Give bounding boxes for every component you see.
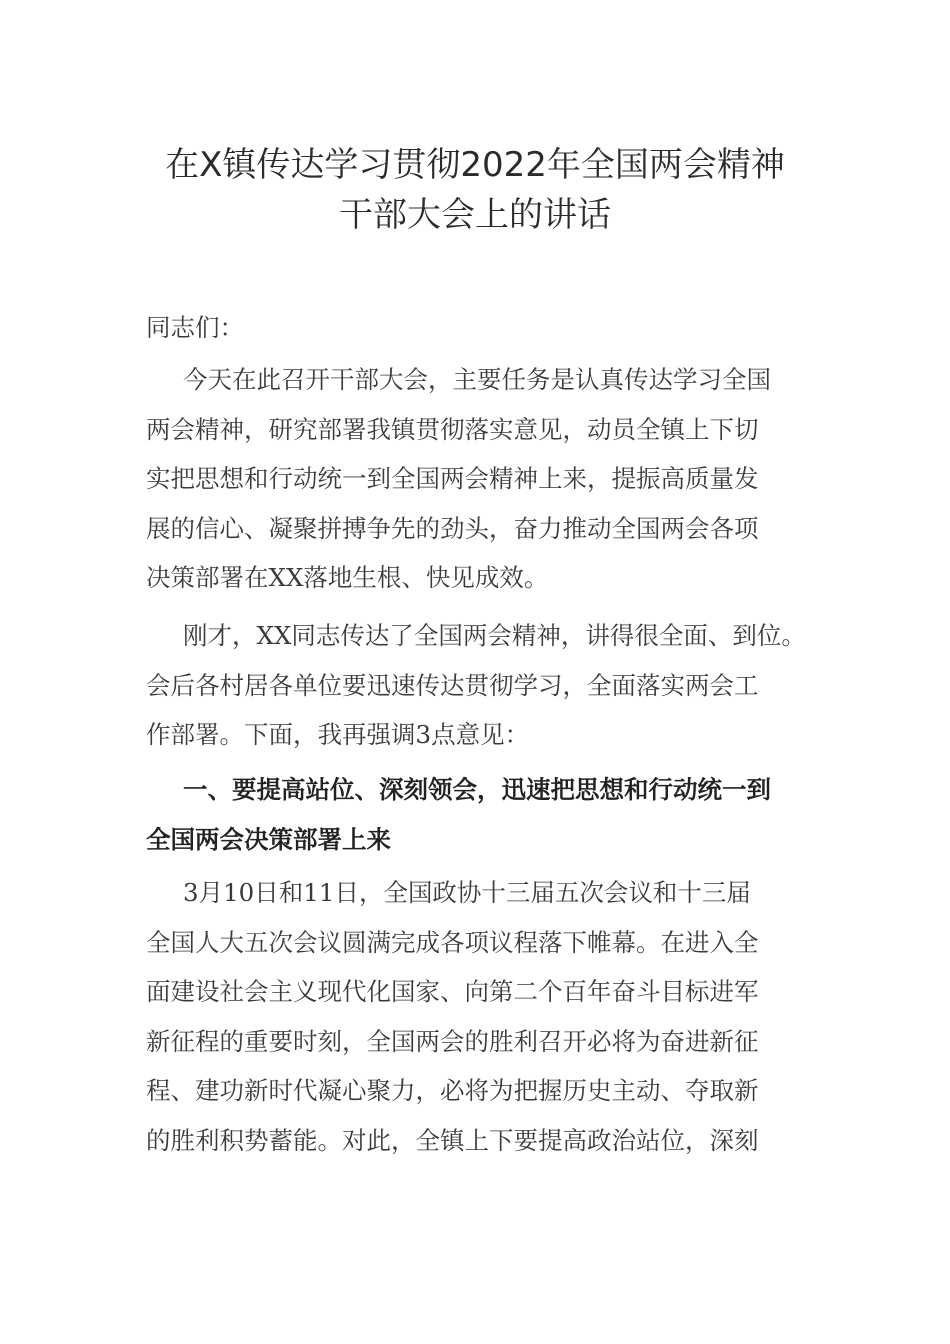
salutation: 同志们： <box>146 313 244 342</box>
paragraph-line: 会后各村居各单位要迅速传达贯彻学习，全面落实两会工 <box>146 670 759 700</box>
document-title-line-1: 在X镇传达学习贯彻2022年全国两会精神 <box>165 145 785 185</box>
heading-line: 一、要提高站位、深刻领会，迅速把思想和行动统一到 <box>183 775 771 804</box>
paragraph-line: 全国人大五次会议圆满完成各项议程落下帷幕。在进入全 <box>146 927 759 957</box>
paragraph-line: 的胜利积势蓄能。对此，全镇上下要提高政治站位，深刻 <box>146 1125 759 1155</box>
paragraph-line: 两会精神，研究部署我镇贯彻落实意见，动员全镇上下切 <box>146 414 759 444</box>
document-title-line-2: 干部大会上的讲话 <box>339 195 611 235</box>
paragraph-line: 作部署。下面，我再强调3点意见： <box>146 720 530 750</box>
paragraph-section-1 <box>146 868 806 1166</box>
paragraph-line: 新征程的重要时刻，全国两会的胜利召开必将为奋进新征 <box>146 1026 759 1056</box>
paragraph-transition <box>146 611 806 760</box>
paragraph-line: 3月10日和11日，全国政协十三届五次会议和十三届 <box>183 878 751 907</box>
paragraph-line: 决策部署在XX落地生根、快见成效。 <box>146 563 549 593</box>
paragraph-line: 程、建功新时代凝心聚力，必将为把握历史主动、夺取新 <box>146 1076 759 1106</box>
paragraph-intro <box>146 355 806 603</box>
paragraph-line: 面建设社会主义现代化国家、向第二个百年奋斗目标进军 <box>146 977 759 1007</box>
paragraph-line: 展的信心、凝聚拼搏争先的劲头，奋力推动全国两会各项 <box>146 513 759 543</box>
section-heading-1 <box>146 765 806 864</box>
paragraph-line: 今天在此召开干部大会，主要任务是认真传达学习全国 <box>183 365 771 394</box>
paragraph-line: 实把思想和行动统一到全国两会精神上来，提振高质量发 <box>146 464 759 494</box>
paragraph-line: 刚才，XX同志传达了全国两会精神，讲得很全面、到位。 <box>183 621 806 650</box>
heading-line: 全国两会决策部署上来 <box>146 824 391 854</box>
